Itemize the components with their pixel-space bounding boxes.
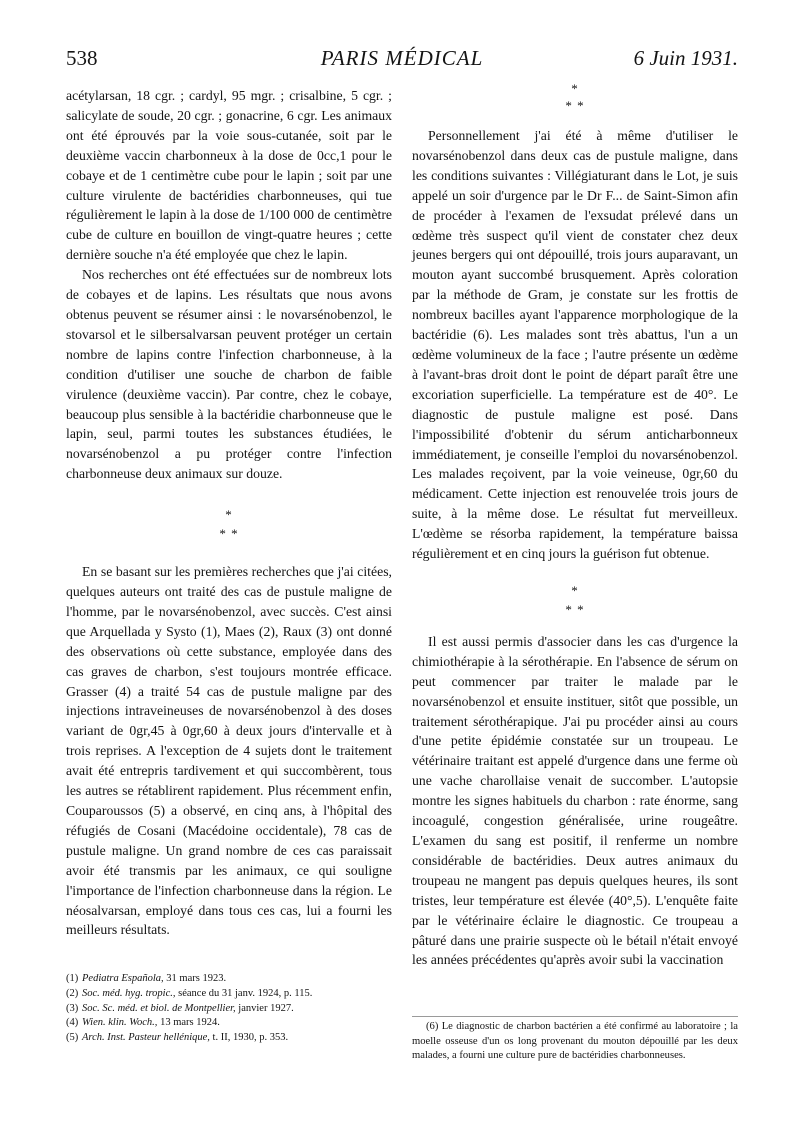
page-number: 538 (66, 46, 98, 70)
footnote: (2) Soc. méd. hyg. tropic., séance du 31 janv. 1924, p. 115. (66, 987, 313, 999)
footnote: (4) Wien. klin. Woch., 13 mars 1924. (66, 1017, 220, 1029)
running-header (66, 46, 738, 76)
right-column (412, 81, 738, 970)
paragraph: Personnellement j'ai été à même d'utiliser le novarsénobenzol dans deux cas de pustule maligne, dans les conditions suivantes : Villégiaturant dans le Lot, je suis appelé un soir d'urgence par le Dr F... de Saint-Simon afin de procéder à l'examen de l'exsudat prélevé dans un œdème très suspect qu'il vient de constater chez deux jeunes bergers qui ont dépouillé, trois jours auparavant, un mouton ayant succombé brusquement. Après coloration par la méthode de Gram, je constate sur les frottis de nombreux bacilles ayant l'apparence morphologique de la bactéridie (6). Les malades sont très abattus, l'un a un œdème volumineux de la face ; l'autre présente un œdème à l'avant-bras droit dont le point de départ paraît être une excoriation superficielle. La température est de 40°. Le diagnostic de pustule maligne est posé. Dans l'impossibilité d'obtenir du sérum anticharbonneux immédiatement, je conseille l'emploi du novarsénobenzol. Les malades reçoivent, par la voie veineuse, 0gr,60 du médicament. Cette injection est renouvelée trois jours de suite, à la même dose. Le résultat fut merveilleux. L'œdème se résorba rapidement, la température baissa régulièrement et en cinq jours la guérison fut obtenue. (412, 128, 738, 562)
paragraph: Il est aussi permis d'associer dans les cas d'urgence la chimiothérapie à la sérothérapie. En l'absence de sérum on peut commencer par traiter le malade par le novarsénobenzol et ensuite instituer, sitôt que possible, un traitement sérothérapique. J'ai pu procéder ainsi au cours d'une petite épidémie constatée sur un troupeau. Le vétérinaire traitant est appelé d'urgence dans une ferme où une vache charollaise venait de succomber. L'autopsie montre les signes habituels du charbon : rate énorme, sang incoagulé, congestion généralisée, urine rougeâtre. L'examen du sang est positif, il renferme un nombre considérable de bactéridies. Deux autres animaux du troupeau ne mangent pas depuis quelques heures, ils sont tristes, leur température est élevée (40°,5). L'enquête faite par le vétérinaire éclaire le diagnostic. Ce troupeau a pâturé dans une prairie suspecte où le bétail n'était envoyé les années précédentes qu'après avoir subi la vaccination (412, 633, 738, 968)
footnote: (1) Pediatra Española, 31 mars 1923. (66, 973, 227, 985)
paragraph: acétylarsan, 18 cgr. ; cardyl, 95 mgr. ; crisalbine, 5 cgr. ; salicylate de soude, 20 cgr. ; gonacrine, 6 cgr. Les animaux ont été éprouvés par la voie sous-cutanée, soit par le deuxième vaccin charbonneux à la dose de 0cc,1 pour le cobaye et de 1 centimètre cube pour le lapin ; soit par une culture virulente de bactéridies charbonneuses, qui tue régulièrement le lapin à la dose de 1/100 000 de centimètre cube de culture en bouillon de vingt-quatre heures ; cette dernière souche n'a été employée que chez le lapin. (66, 88, 392, 263)
paragraph: Nos recherches ont été effectuées sur de nombreux lots de cobayes et de lapins. Les résultats que nous avons obtenus peuvent se résumer ainsi : le novarsénobenzol, le stovarsol et le silbersalvarsan peuvent protéger un certain nombre de lapins contre l'infection charbonneuse, à la condition d'utiliser une souche de charbon de faible virulence (deuxième vaccin). Par contre, chez le cobaye, beaucoup plus sensible à la bactéridie charbonneuse que le lapin, seul, parmi toutes les substances étudiées, le novarsénobenzol a pu protéger contre l'infection charbonneuse deux animaux sur douze. (66, 267, 392, 482)
issue-date: 6 Juin 1931. (633, 46, 738, 70)
paragraph: En se basant sur les premières recherches que j'ai citées, quelques auteurs ont traité des cas de pustule maligne de l'homme, par le novarsénobenzol, avec succès. C'est ainsi que Arquellada y Systo (1), Maes (2), Raux (3) ont donné des observations où cette substance, employée dans des cas graves de charbon, s'est toujours montrée efficace. Grasser (4) a traité 54 cas de pustule maligne par des injections intraveineuses de novarsénobenzol à des doses variant de 0gr,45 à 0gr,60 à deux jours d'intervalle et à trois reprises. A l'exception de 4 sujets dont le traitement avait été entrepris tardivement et qui succombèrent, tous les autres se rétablirent rapidement. Plus récemment enfin, Couparoussos (5) a observé, en cinq ans, à l'hôpital des réfugiés de Cosani (Macédoine occidentale), 78 cas de pustule maligne. Un grand nombre de ces cas paraissait avoir été transmis par les animaux, ce qui souligne l'importance de l'infection charbonneuse dans la région. Le néosalvarsan, employé dans tous ces cas, lui a fourni les meilleurs résultats. (66, 564, 392, 938)
footnote-rule (412, 1016, 738, 1017)
right-footnotes (412, 1020, 738, 1064)
section-separator: * * * (565, 81, 585, 113)
journal-title: PARIS MÉDICAL (320, 46, 484, 70)
footnote: (6) Le diagnostic de charbon bactérien a été confirmé au laboratoire ; la moelle osseuse d'un os long provenant du mouton dépouillé par les deux malades, a fourni une culture pure de bactéridies charbonneuses. (412, 1021, 738, 1062)
section-separator: * * * (219, 507, 239, 542)
footnote: (3) Soc. Sc. méd. et biol. de Montpellier, janvier 1927. (66, 1002, 294, 1014)
left-column (66, 86, 392, 1045)
footnote: (5) Arch. Inst. Pasteur hellénique, t. II, 1930, p. 353. (66, 1031, 289, 1043)
section-separator: * * * (565, 582, 585, 617)
footnotes (66, 972, 392, 1045)
